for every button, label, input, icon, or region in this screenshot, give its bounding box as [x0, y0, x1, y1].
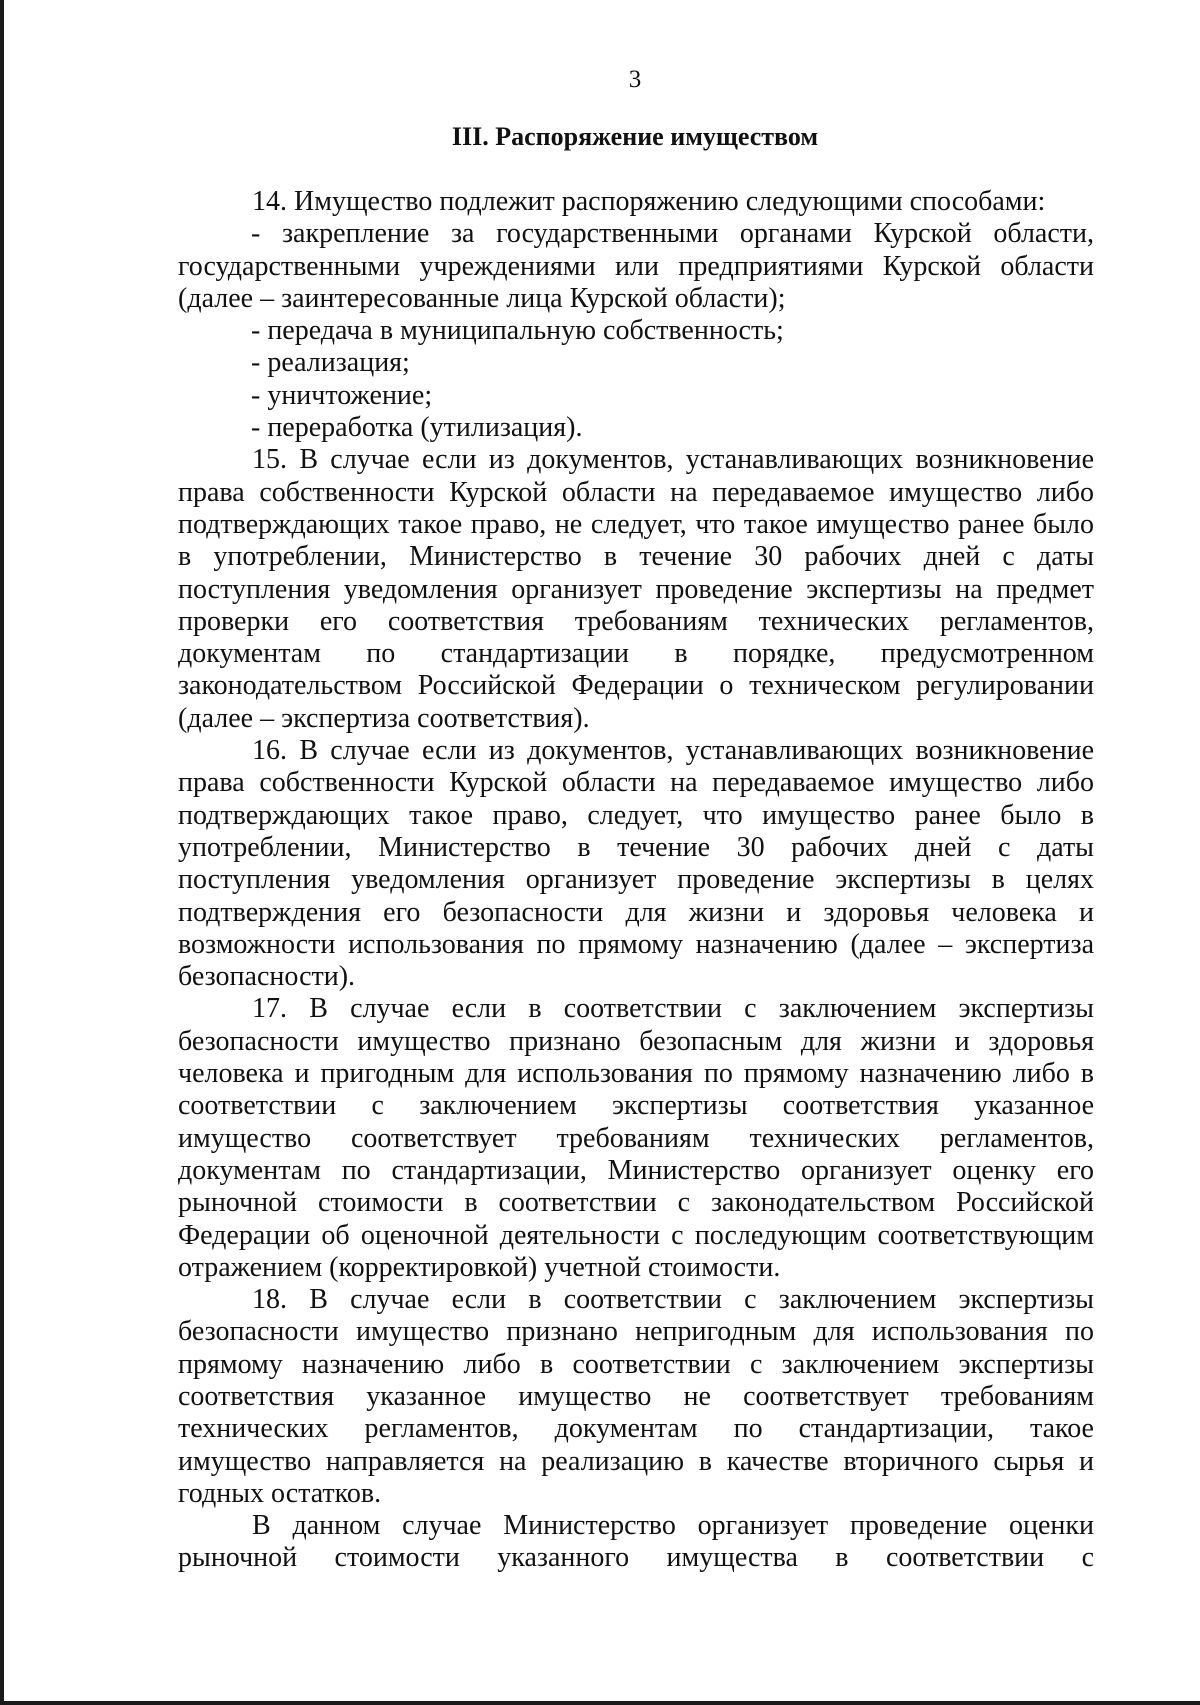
- text-line: безопасности имущество признано безопасным для жизни и здоровья: [178, 1025, 1094, 1057]
- text-line: технических регламентов, документам по стандартизации, такое: [178, 1413, 1094, 1445]
- text-line: - уничтожение;: [251, 379, 433, 411]
- text-line: возможности использования по прямому назначению (далее – экспертиза: [178, 928, 1094, 960]
- text-line: годных остатков.: [178, 1477, 382, 1509]
- text-line: документам по стандартизации, Министерство организует оценку его: [178, 1154, 1094, 1186]
- text-line: 17. В случае если в соответствии с заключением экспертизы: [252, 993, 1094, 1025]
- text-line: употреблении, Министерство в течение 30 рабочих дней с даты: [178, 831, 1094, 863]
- text-line: законодательством Российской Федерации о техническом регулировании: [178, 670, 1094, 702]
- scan-edge-bottom: [0, 1701, 1200, 1705]
- text-line: имущество соответствует требованиям технических регламентов,: [178, 1122, 1094, 1154]
- text-line: 14. Имущество подлежит распоряжению следующими способами:: [252, 186, 1046, 217]
- document-body: [178, 186, 1094, 1575]
- text-line: (далее – экспертиза соответствия).: [178, 702, 590, 734]
- text-line: человека и пригодным для использования по прямому назначению либо в: [178, 1058, 1094, 1090]
- text-line: соответствии с заключением экспертизы соответствия указанное: [178, 1090, 1094, 1122]
- text-line: имущество направляется на реализацию в качестве вторичного сырья и: [178, 1445, 1094, 1477]
- text-line: - передача в муниципальную собственность;: [251, 315, 784, 347]
- text-line: Федерации об оценочной деятельности с последующим соответствующим: [178, 1219, 1094, 1251]
- text-line: документам по стандартизации в порядке, предусмотренном: [178, 638, 1094, 670]
- text-line: подтверждающих такое право, следует, что имущество ранее было в: [178, 799, 1094, 831]
- text-line: отражением (корректировкой) учетной стоимости.: [178, 1251, 781, 1283]
- text-line: безопасности).: [178, 961, 356, 993]
- page-number: 3: [628, 66, 642, 93]
- text-line: - закрепление за государственными органами Курской области,: [251, 218, 1094, 250]
- text-line: 15. В случае если из документов, устанавливающих возникновение: [252, 444, 1094, 476]
- text-line: 18. В случае если в соответствии с заключением экспертизы: [252, 1284, 1094, 1316]
- text-line: 16. В случае если из документов, устанавливающих возникновение: [252, 735, 1094, 767]
- text-line: права собственности Курской области на передаваемое имущество либо: [178, 767, 1094, 799]
- text-line: В данном случае Министерство организует проведение оценки: [252, 1510, 1094, 1542]
- text-line: подтверждения его безопасности для жизни и здоровья человека и: [178, 896, 1094, 928]
- text-line: поступления уведомления организует проведение экспертизы в целях: [178, 864, 1094, 896]
- text-line: поступления уведомления организует проведение экспертизы на предмет: [178, 573, 1094, 605]
- text-line: в употреблении, Министерство в течение 30 рабочих дней с даты: [178, 541, 1094, 573]
- text-line: права собственности Курской области на передаваемое имущество либо: [178, 476, 1094, 508]
- text-line: проверки его соответствия требованиям технических регламентов,: [178, 605, 1094, 637]
- text-line: безопасности имущество признано непригодным для использования по: [178, 1316, 1094, 1348]
- scan-edge-left: [0, 0, 4, 1705]
- text-line: соответствия указанное имущество не соответствует требованиям: [178, 1380, 1094, 1412]
- text-line: подтверждающих такое право, не следует, что такое имущество ранее было: [178, 508, 1094, 540]
- text-line: рыночной стоимости указанного имущества в соответствии с: [178, 1542, 1094, 1574]
- text-line: прямому назначению либо в соответствии с заключением экспертизы: [178, 1348, 1094, 1380]
- text-line: (далее – заинтересованные лица Курской области);: [178, 282, 786, 314]
- text-line: - реализация;: [251, 347, 410, 379]
- text-line: рыночной стоимости в соответствии с законодательством Российской: [178, 1187, 1094, 1219]
- text-line: государственными учреждениями или предприятиями Курской области: [178, 250, 1094, 282]
- text-line: - переработка (утилизация).: [251, 412, 583, 444]
- section-title: III. Распоряжение имуществом: [451, 122, 819, 151]
